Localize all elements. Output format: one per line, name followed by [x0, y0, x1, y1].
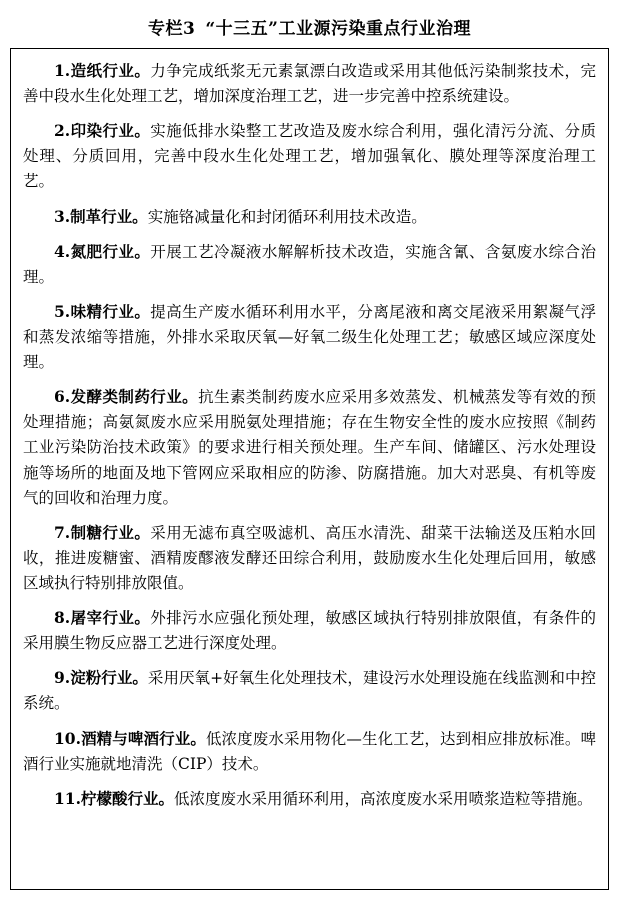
item-body: 实施铬减量化和封闭循环利用技术改造。: [147, 207, 427, 226]
item-body: 采用厌氧+好氧生化处理技术，建设污水处理设施在线监测和中控系统。: [23, 669, 596, 713]
list-item: [23, 239, 596, 299]
list-item: [23, 665, 596, 725]
list-item: [23, 299, 596, 384]
item-lead: 5.味精行业。: [54, 301, 151, 321]
item-lead: 4.氮肥行业。: [54, 241, 151, 261]
item-lead: 11.柠檬酸行业。: [54, 788, 174, 808]
item-body: 力争完成纸浆无元素氯漂白改造或采用其他低污染制浆技术，完善中段水生化处理工艺，增加深度治理工艺，进一步完善中控系统建设。: [23, 62, 596, 106]
item-body: 采用无滤布真空吸滤机、高压水清洗、甜菜干法输送及压粕水回收，推进废糖蜜、酒精废醪液发酵还田综合利用，鼓励废水生化处理后回用，敏感区域执行特别排放限值。: [23, 523, 596, 592]
item-lead: 10.酒精与啤酒行业。: [54, 728, 206, 748]
item-lead: 7.制糖行业。: [54, 522, 151, 542]
list-item: [23, 118, 596, 203]
list-item: [23, 605, 596, 665]
list-item: [23, 58, 596, 118]
item-body: 低浓度废水采用循环利用，高浓度废水采用喷浆造粒等措施。: [173, 789, 593, 808]
item-lead: 9.淀粉行业。: [54, 668, 148, 688]
item-lead: 2.印染行业。: [54, 121, 151, 141]
item-body: 抗生素类制药废水应采用多效蒸发、机械蒸发等有效的预处理措施；高氨氮废水应采用脱氨处理措施；存在生物安全性的废水应按照《制药工业污染防治技术政策》的要求进行相关预处理。生产车间、储罐区、污水处理设施等场所的地面及地下管网应采取相应的防渗、防腐措施。加大对恶臭、有机等废气的回收和治理力度。: [23, 388, 596, 507]
item-body: 实施低排水染整工艺改造及废水综合利用，强化清污分流、分质处理、分质回用，完善中段水生化处理工艺，增加强氧化、膜处理等深度治理工艺。: [23, 122, 596, 191]
list-item: [23, 726, 596, 786]
item-body: 外排污水应强化预处理，敏感区域执行特别排放限值，有条件的采用膜生物反应器工艺进行深度处理。: [23, 609, 596, 653]
item-body: 开展工艺冷凝液水解解析技术改造，实施含氰、含氨废水综合治理。: [23, 242, 596, 286]
item-body: 低浓度废水采用物化—生化工艺，达到相应排放标准。啤酒行业实施就地清洗（CIP）技术。: [23, 729, 596, 773]
item-lead: 3.制革行业。: [54, 206, 148, 226]
list-item: [23, 520, 596, 605]
item-lead: 6.发酵类制药行业。: [54, 387, 199, 407]
list-item: [23, 786, 596, 821]
item-lead: 8.屠宰行业。: [54, 608, 151, 628]
page-title: [10, 8, 609, 48]
item-body: 提高生产废水循环利用水平，分离尾液和离交尾液采用絮凝气浮和蒸发浓缩等措施，外排水采取厌氧—好氧二级生化处理工艺；敏感区域应深度处理。: [23, 302, 596, 372]
item-lead: 1.造纸行业。: [54, 61, 151, 80]
title-number: 专栏3: [148, 19, 196, 39]
title-text: “十三五”工业源污染重点行业治理: [205, 19, 471, 39]
list-item: [23, 204, 596, 239]
list-item: [23, 384, 596, 520]
content-box: [10, 48, 609, 890]
